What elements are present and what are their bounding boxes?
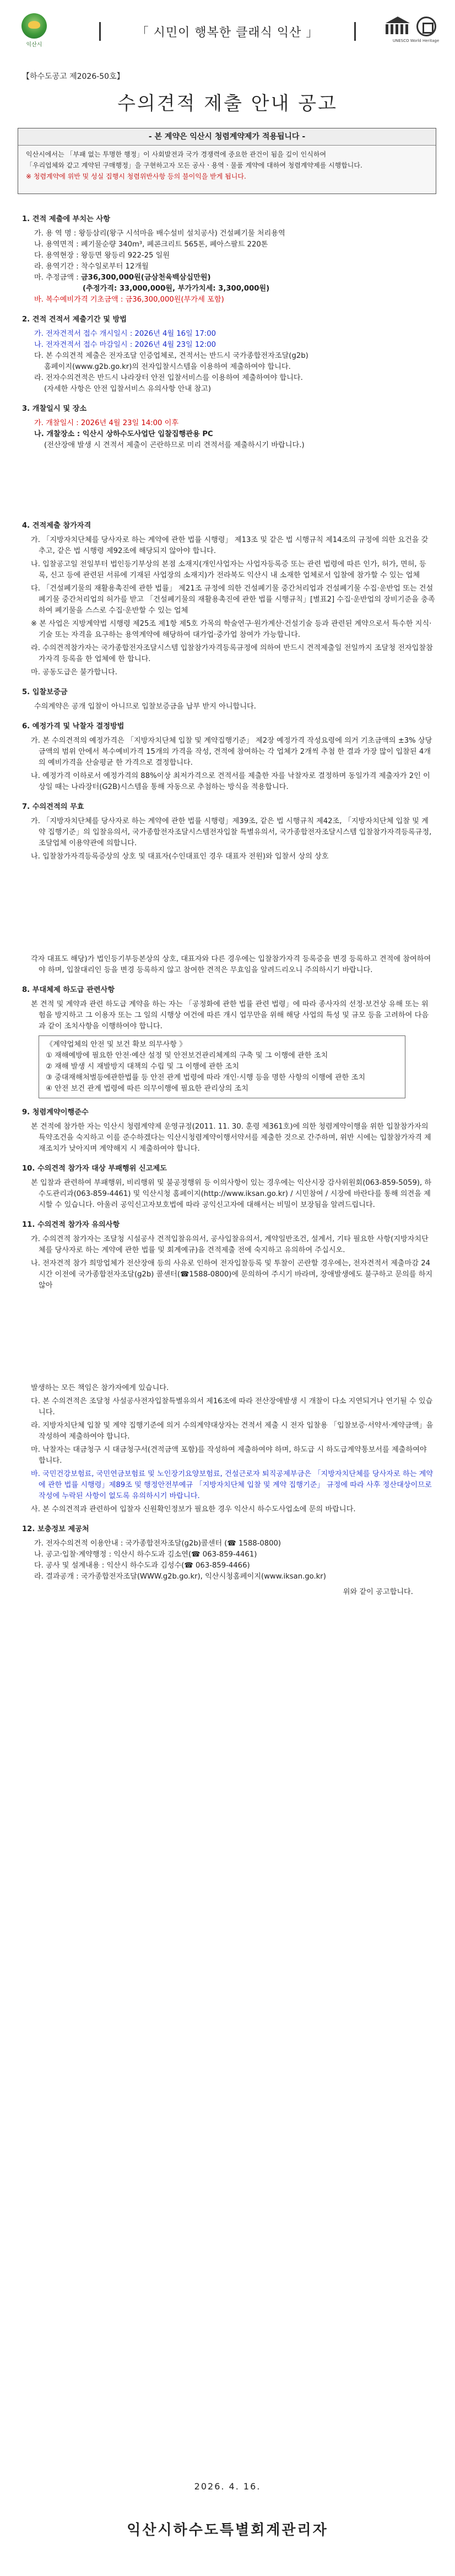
box-item: ① 재해예방에 필요한 안전·예산 설정 및 안전보건관리체계의 구축 및 그 이행에 관한 조치 [46,1051,328,1060]
section-8 [22,985,435,1098]
paragraph: 나. 예정가격 이하로서 예정가격의 88%이상 최저가격으로 견적서를 제출한 자를 낙찰자로 결정하며 동일가격 제출자가 2인 이상일 때는 나라장터(G2B)시스템을 통해 자동으로 추첨하는 방식을 적용합니다. [31,772,430,791]
notice-body [18,146,436,185]
city-logo [18,13,51,47]
paragraph: 가. 수의견적 참가자는 조달청 시설공사 견적입찰유의서, 공사입찰유의서, 계약일반조건, 설계서, 기타 필요한 사항(지방자치단체를 당사자로 하는 계약에 관한 법률 및 회계예규)을 견적제출 전에 숙지하고 유의하여 주십시오. [31,1235,429,1254]
box-item: ④ 안전 보건 관계 법령에 따른 의무이행에 필요한 관리상의 조치 [46,1085,249,1093]
paragraph: 사. 본 수의견적과 관련하여 입찰자 신원확인정보가 필요한 경우 익산시 하수도사업소에 문의 바랍니다. [31,1505,356,1514]
section-title: 3. 개찰일시 및 장소 [22,405,87,413]
section-12 [22,1524,435,1598]
notice-line: 「우리업체와 같고 계약된 구매행정」을 구현하고자 모든 공사ㆍ용역ㆍ물품 계약에 대하여 청렴계약제를 시행합니다. [26,162,362,169]
list-item: 다. 용역현장 : 왕등면 왕등리 922-25 일원 [34,251,170,260]
slogan-frame [99,22,356,41]
city-emblem-icon [21,13,47,39]
list-item: 나. 공고·입찰·계약행정 : 익산시 하수도과 김소연(☎ 063-859-4461) [34,1550,257,1559]
header [0,0,455,61]
section-11 [22,1220,435,1291]
paragraph: 라. 수의견적참가자는 국가종합전자조달시스템 입찰참가자격등록규정에 의하여 반드시 견적제출일 전일까지 조달청 전자입찰참가자격 등록을 한 업체에 한 합니다. [31,644,433,663]
box-item: ② 재해 발생 시 재발방지 대책의 수립 및 그 이행에 관한 조치 [46,1062,239,1071]
section-title: 8. 부대체제 하도급 관련사항 [22,986,115,994]
paragraph: 본 견적 및 계약과 관련 하도급 계약을 하는 자는 「공정화에 관한 법률 관련 법령」에 따라 종사자의 선정·보건상 유해 또는 위험을 방지하고 그 이용자 또는 그 일의 시행상 여건에 따른 개시 업무만을 위해 해당 사업의 특성 및 규모 등을 고려하여 다음과 같이 조치사항을 이행하여야 합니다. [31,1000,429,1031]
list-item: 가. 용 역 명 : 왕등삼리(왕구 시석마을 배수설비 설치공사) 건설폐기물 처리용역 [34,229,285,238]
paragraph: 라. 지방자치단체 입찰 및 계약 집행기준에 의거 수의계약대상자는 견적서 제출 시 전자 입찰용 「입찰보증·서약서·계약금액」을 작성하여 제출하여야 합니다. [31,1421,434,1441]
spacer [22,460,435,520]
list-item: 나. 전자견적서 접수 마감일시 : 2026년 4월 23일 12:00 [34,341,216,349]
notice-line: 익산시에서는 「부패 없는 투명한 행정」이 사회발전과 국가 경쟁력에 중요한 관건이 됨을 깊이 인식하여 [26,151,327,158]
announcement-content [22,214,435,1607]
section-4 [22,520,435,678]
unesco-caption: UNESCO World Heritage [392,39,440,43]
list-item: 다. 공사 및 설계내용 : 익산시 하수도과 김성수(☎ 063-859-4466) [34,1561,250,1570]
list-item: 라. 결과공개 : 국가종합전자조달(WWW.g2b.go.kr), 익산시청홈페이지(www.iksan.go.kr) [34,1573,326,1581]
paragraph: 발생하는 모든 책임은 참가자에게 있습니다. [31,1384,169,1392]
document-number: 【하수도공고 제2026-50호】 [22,72,124,81]
page-title: 수의견적 제출 안내 공고 [117,93,338,115]
section-9 [22,1107,435,1155]
list-item: 바. 복수예비가격 기초금액 : 금36,300,000원(부가세 포함) [34,296,224,304]
paragraph: 각자 대표도 해당)가 법인등기부등본상의 상호, 대표자와 다른 경우에는 입찰참가자격 등록증을 변경 등록하고 견적에 참여하여야 하며, 입찰대리인 등을 변경 등록하지 않고 참여한 견적은 무효임을 알려드리오니 주의하시기 바랍니다. [31,955,431,974]
city-slogan: 「 시민이 행복한 클래식 익산 」 [136,25,319,40]
announcement-date: 2026. 4. 16. [194,2481,261,2492]
section-title: 2. 견적 견적서 제출기간 및 방법 [22,315,127,324]
paragraph: 가. 「지방자치단체를 당사자로 하는 계약에 관한 법률 시행령」제39조, 같은 법 시행규칙 제42조, 「지방자치단체 입찰 및 계약 집행기준」의 입찰유의서, 국가종합전자조달시스템전자입찰 특별유의서, 국가종합전자조달시스템 입찰참가자격등록규정, 조달업체 이용약관에 의합니다. [31,817,432,847]
unesco-temple-icon [386,17,410,36]
paragraph: 나. 입찰공고일 전일부터 법인등기부상의 본점 소재지(개인사업자는 사업자등록증 또는 관련 법령에 따른 인가, 허가, 면허, 등록, 신고 등에 관련된 서류에 기재된 사업장의 소재지)가 전라북도 익산시 내 소재한 업체로서 입찰에 참가할 수 있는 업체 [31,560,426,579]
section-6 [22,721,435,793]
list-item: 가. 전자견적서 접수 개시일시 : 2026년 4월 16일 17:00 [34,330,216,338]
list-item: 라. 용역기간 : 착수일로부터 12개월 [34,262,149,271]
list-item: 가. 전자수의견적 이용안내 : 국가종합전자조달(g2b)콜센터 (☎ 1588-0800) [34,1539,281,1548]
integrity-notice-box [18,128,436,194]
city-logo-text: 익산시 [26,42,42,48]
box-title: 《계약업체의 안전 및 보건 확보 의무사항 》 [46,1040,187,1049]
section-title: 11. 수의견적 참가자 유의사항 [22,1221,120,1229]
list-item: 마. 추정금액 : 금36,300,000원(금삼천육백삼십만원) [34,273,211,282]
list-item: (전산장애 발생 시 견적서 제출이 곤란하므로 미리 견적서를 제출하시기 바랍니다.) [44,441,305,449]
section-2 [22,314,435,395]
section-1 [22,214,435,305]
section-7-cont [22,954,435,976]
paragraph: 다. 본 수의견적은 조달청 사설공사전자입찰특별유의서 제16조에 따라 전산장애발생 시 개찰이 다소 지연되거나 연기될 수 있습니다. [31,1397,433,1416]
paragraph: 마. 공동도급은 불가합니다. [31,668,117,677]
paragraph: 가. 본 수의견적의 예정가격은 「지방자치단체 입찰 및 계약집행기준」 제2장 예정가격 작성요령에 의거 기초금액의 ±3% 상당금액의 범위 안에서 복수예비가격 15개의 가격을 작성, 견적에 참여하는 각 업체가 2개씩 추첨 한 결과 가장 많이 입찰된 4개의 예비가격을 산술평균 한 가격으로 결정합니다. [31,737,432,767]
section-title: 1. 견적 제출에 부치는 사항 [22,215,110,223]
section-3 [22,404,435,451]
list-item: 나. 용역면적 : 폐기물순량 340m³, 폐콘크리트 565톤, 폐아스팔트 220톤 [34,240,268,249]
unesco-logo [386,13,446,47]
notice-heading: - 본 계약은 익산시 청렴계약제가 적용됩니다 - [18,128,436,146]
paragraph: 바. 국민건강보험료, 국민연금보험료 및 노인장기요양보험료, 건설근로자 퇴직공제부금은 「지방자치단체를 당사자로 하는 계약에 관한 법률 시행령」제89조 및 행정안전부예규 「지방자치단체 입찰 및 계약 집행기준」 규정에 따라 사후 정산대상이므로 작성에 누락된 사항이 없도록 유의하시기 바랍니다. [31,1470,434,1500]
paragraph: 수의계약은 공개 입찰이 아니므로 입찰보증금을 납부 받지 아니합니다. [34,702,256,711]
safety-obligations-box [39,1035,405,1098]
world-heritage-icon [416,17,436,36]
list-item: (자세한 사항은 안전 입찰서비스 유의사항 안내 참고) [44,385,211,393]
paragraph: ※ 본 사업은 지방계약법 시행령 제25조 제1항 제5호 가목의 학술연구·원가계산·건설기술 등과 관련된 계약으로서 특수한 지식·기술 또는 자격을 요구하는 용역계약에 해당하여 대가업·중가업 참여가 가능합니다. [31,620,432,639]
section-title: 7. 수의견적의 무효 [22,803,84,811]
list-item: 다. 본 수의견적 제출은 전자조달 인증업체로, 견적서는 반드시 국가종합전자조달(g2b) [34,352,308,360]
paragraph: 나. 입찰참가자격등록증상의 상호 및 대표자(수인대표인 경우 대표자 전원)와 입찰서 상의 상호 [31,852,329,861]
issuing-organization: 익산시하수도특별회계관리자 [127,2522,328,2539]
spacer [22,1300,435,1383]
paragraph: 본 입찰과 관련하여 부패행위, 비리행위 및 불공정행위 등 이의사항이 있는 경우에는 익산시장 감사위원회(063-859-5059), 하수도관리과(063-859-4461) 및 익산시청 홈페이지(http://www.iksan.go.kr) / 시민참여 / 시장에 바란다를 통해 의견을 제시할 수 있습니다. 아울러 공익신고자보호법에 따라 공익신고자에 대해서는 비밀이 보장됨을 알려드립니다. [31,1179,432,1209]
paragraph: 다. 「건설폐기물의 재활용촉진에 관한 법률」 제21조 규정에 의한 건설폐기물 중간처리업과 건설폐기물 수집·운반업 또는 건설폐기물 중간처리업의 허가를 받고 「건설폐기물의 재활용촉진에 관한 법률 시행규칙」[별표2] 수집·운반업의 장비기준을 충족하여 폐기물을 스스로 수집·운반할 수 있는 업체 [31,584,435,615]
section-title: 4. 견적제출 참가자격 [22,522,91,530]
section-title: 10. 수의견적 참가자 대상 부패행위 신고제도 [22,1164,167,1173]
section-title: 5. 입찰보증금 [22,688,68,696]
paragraph: 가. 「지방자치단체를 당사자로 하는 계약에 관한 법률 시행령」 제13조 및 같은 법 시행규칙 제14조의 규정에 의한 요건을 갖추고, 같은 법 시행령 제92조에 해당되지 않아야 합니다. [31,536,429,555]
section-11-cont [22,1383,435,1515]
section-5 [22,687,435,712]
section-10 [22,1163,435,1211]
list-item: (추정가격: 33,000,000원, 부가가치세: 3,300,000원) [83,285,270,293]
list-item: 라. 전자수의견적은 반드시 나라장터 안전 입찰서비스를 이용하여 제출하여야 합니다. [34,374,303,382]
spacer [22,871,435,954]
box-item: ③ 중대재해처벌등에관한법률 등 안전 관계 법령에 따라 개인·시행 등을 명한 사항의 이행에 관한 조치 [46,1074,366,1082]
list-item: 나. 개찰장소 : 익산시 상하수도사업단 입찰집행관용 PC [34,430,213,438]
section-title: 12. 보충정보 제공처 [22,1525,89,1533]
list-item: 홈페이지(www.g2b.go.kr)의 전자입찰시스템을 이용하여 제출하여야 합니다. [44,363,291,371]
section-7 [22,802,435,862]
list-item: 가. 개찰일시 : 2026년 4월 23일 14:00 이후 [34,419,179,427]
paragraph: 나. 전자견적 참가 희망업체가 전산장애 등의 사유로 인하여 전자입찰등록 및 투찰이 곤란할 경우에는, 전자견적서 제출마감 24시간 이전에 국가종합전자조달(g2b) 콜센터(☎1588-0800)에 문의하여 주시기 바라며, 장애발생에도 불구하고 문의를 하지 않아 [31,1259,433,1290]
closing-remark: 위와 같이 공고합니다. [343,1588,413,1596]
section-title: 6. 예정가격 및 낙찰자 결정방법 [22,722,124,731]
paragraph: 본 견적에 참가한 자는 익산시 청렴계약제 운영규정(2011. 11. 30. 훈령 제361호)에 의한 청렴계약이행을 위한 입찰참가자의 특약조건을 숙지하고 이를 준수하겠다는 익산시청렴계약이행서약서를 제출한 것으로 간주하며, 위반 시에는 입찰참가자격 제재조치가 낮아지며 계약해지 시 제출하여야 합니다. [31,1123,431,1153]
paragraph: 마. 낙찰자는 대금청구 시 대금청구서(견적금액 포함)를 작성하여 제출하여야 하며, 하도급 시 하도급계약통보서를 제출하여야 합니다. [31,1446,427,1465]
notice-warning: ※ 청렴계약에 위반 및 성실 집행시 청렴위반사항 등의 불이익을 받게 됩니다. [26,173,246,180]
section-title: 9. 청렴계약이행준수 [22,1108,89,1117]
